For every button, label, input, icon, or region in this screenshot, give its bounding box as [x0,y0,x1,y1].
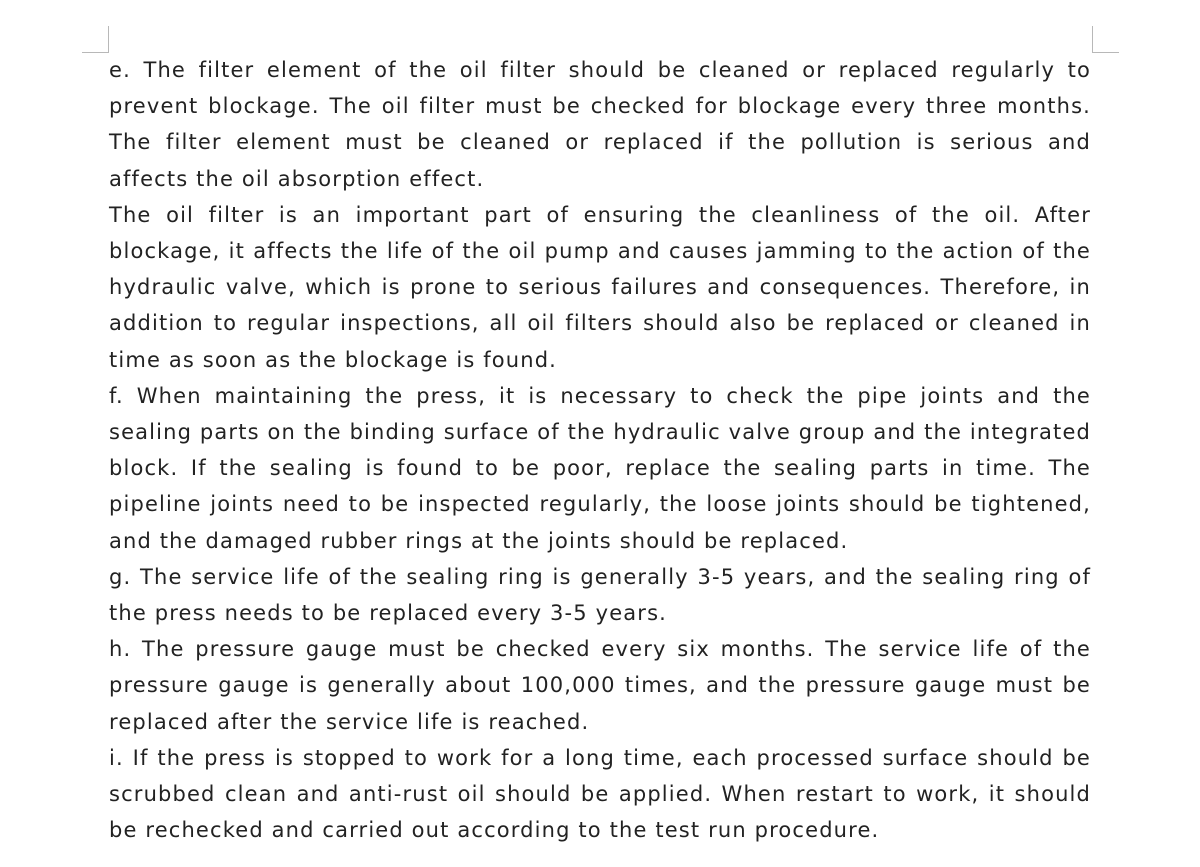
paragraph-g-sealing-ring-life: g. The service life of the sealing ring is generally 3-5 years, and the sealing ring of the press needs to be replaced every 3-5 years. [109,564,1091,626]
paragraph-oil-filter-importance: The oil filter is an important part of ensuring the cleanliness of the oil. After blockage, it affects the life of the oil pump and causes jamming to the action of the hydraulic valve, which is prone to serious failures and consequences. Therefore, in addition to regular inspections, all oil filters should also be replaced or cleaned in time as soon as the blockage is found. [109,202,1091,372]
paragraph-h-pressure-gauge: h. The pressure gauge must be checked every six months. The service life of the pressure gauge is generally about 100,000 times, and the pressure gauge must be replaced after the service life is reached. [109,637,1091,734]
paragraph-f-pipe-joints-sealing: f. When maintaining the press, it is necessary to check the pipe joints and the sealing parts on the binding surface of the hydraulic valve group and the integrated block. If the sealing is found to be poor, replace the sealing parts in time. The pipeline joints need to be inspected regularly, the loose joints should be tightened, and the damaged rubber rings at the joints should be replaced. [109,383,1091,553]
paragraph-i-long-stop-anti-rust: i. If the press is stopped to work for a long time, each processed surface should be scrubbed clean and anti-rust oil should be applied. When restart to work, it should be rechecked and carried out according to the test run procedure. [109,745,1091,843]
paragraph-e-oil-filter-element: e. The filter element of the oil filter should be cleaned or replaced regularly to prevent blockage. The oil filter must be checked for blockage every three months. The filter element must be cleaned or replaced if the pollution is serious and affects the oil absorption effect. [109,58,1091,191]
top-left-margin-marker [82,26,109,53]
document-body[interactable] [109,52,1091,848]
top-right-margin-marker [1092,26,1119,53]
